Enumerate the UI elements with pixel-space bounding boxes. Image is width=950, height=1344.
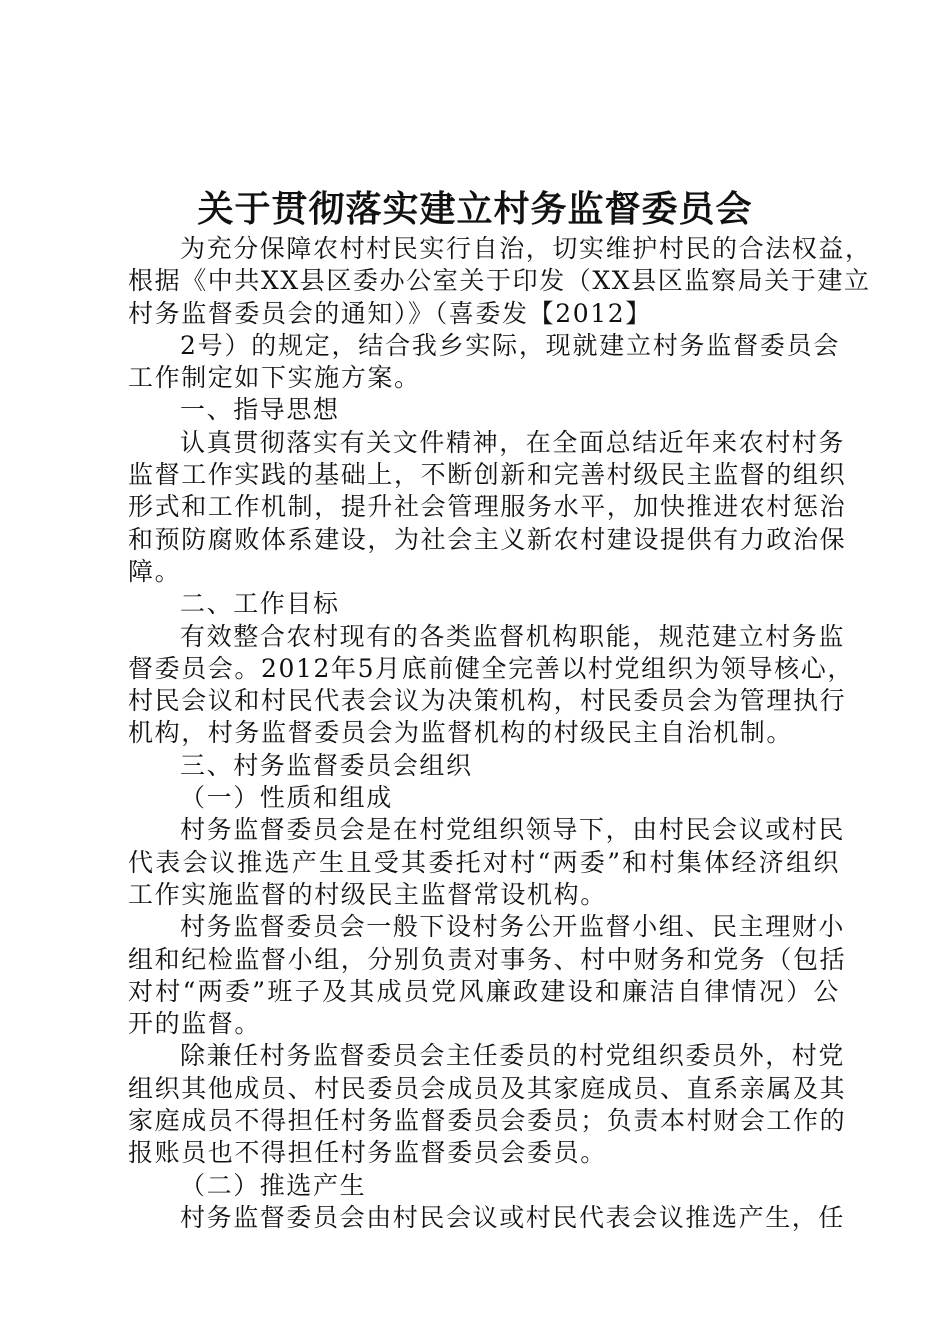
body-line: （一）性质和组成 <box>180 783 393 813</box>
body-line: 根据《中共XX县区委办公室关于印发（XX县区监察局关于建立 <box>128 266 871 296</box>
body-line: 一、指导思想 <box>180 395 340 425</box>
body-line: 督委员会。2012年5月底前健全完善以村党组织为领导核心， <box>128 653 854 683</box>
body-line: 除兼任村务监督委员会主任委员的村党组织委员外，村党 <box>180 1041 846 1071</box>
body-line: 开的监督。 <box>128 1009 262 1039</box>
body-line: （二）推选产生 <box>180 1170 367 1200</box>
body-line: 形式和工作机制，提升社会管理服务水平，加快推进农村惩治 <box>128 492 847 522</box>
document-body <box>128 233 872 1234</box>
body-line: 2号）的规定，结合我乡实际，现就建立村务监督委员会 <box>180 330 840 360</box>
body-line: 村务监督委员会由村民会议或村民代表会议推选产生，任 <box>180 1202 846 1232</box>
body-line: 村务监督委员会是在村党组织领导下，由村民会议或村民 <box>180 815 846 845</box>
body-line: 组织其他成员、村民委员会成员及其家庭成员、直系亲属及其 <box>128 1073 847 1103</box>
body-line: 机构，村务监督委员会为监督机构的村级民主自治机制。 <box>128 718 794 748</box>
body-line: 工作实施监督的村级民主监督常设机构。 <box>128 879 607 909</box>
body-line: 对村“两委”班子及其成员党风廉政建设和廉洁自律情况）公 <box>128 976 840 1006</box>
body-line: 有效整合农村现有的各类监督机构职能，规范建立村务监 <box>180 621 846 651</box>
body-line: 村务监督委员会的通知）》（喜委发【2012】 <box>128 298 652 328</box>
body-line: 二、工作目标 <box>180 589 340 619</box>
body-line: 村务监督委员会一般下设村务公开监督小组、民主理财小 <box>180 912 846 942</box>
body-line: 三、村务监督委员会组织 <box>180 750 473 780</box>
body-line: 代表会议推选产生且受其委托对村“两委”和村集体经济组织 <box>128 847 840 877</box>
body-line: 组和纪检监督小组，分别负责对事务、村中财务和党务（包括 <box>128 944 847 974</box>
body-line: 和预防腐败体系建设，为社会主义新农村建设提供有力政治保 <box>128 524 847 554</box>
document-title: 关于贯彻落实建立村务监督委员会 <box>197 189 753 230</box>
body-line: 障。 <box>128 556 182 586</box>
body-line: 村民会议和村民代表会议为决策机构，村民委员会为管理执行 <box>128 686 847 716</box>
body-line: 报账员也不得担任村务监督委员会委员。 <box>128 1138 607 1168</box>
body-line: 认真贯彻落实有关文件精神，在全面总结近年来农村村务 <box>180 427 846 457</box>
body-line: 工作制定如下实施方案。 <box>128 363 421 393</box>
body-line: 家庭成员不得担任村务监督委员会委员；负责本村财会工作的 <box>128 1106 847 1136</box>
body-line: 监督工作实践的基础上，不断创新和完善村级民主监督的组织 <box>128 460 847 490</box>
body-line: 为充分保障农村村民实行自治，切实维护村民的合法权益， <box>180 234 872 263</box>
